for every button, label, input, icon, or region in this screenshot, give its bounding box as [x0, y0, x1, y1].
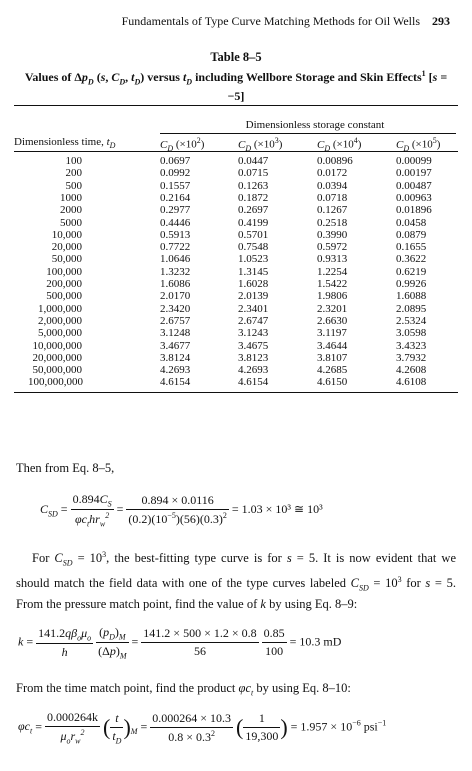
cell-value: 0.1263	[238, 179, 269, 192]
cell-time: 100,000	[46, 265, 82, 278]
table-caption: Values of $\Delta p_D$ (s, $C_D$, $t_D$) versus $t_D$ including Wellbore Storage and Skin Effects$^1$ [s = −5]	[24, 69, 448, 104]
col-header-time: Dimensionless time, $t_D$	[14, 136, 116, 151]
cell-value: 3.8123	[238, 351, 269, 364]
cell-value: 2.3420	[160, 302, 191, 315]
cell-time: 500,000	[46, 290, 82, 303]
cell-value: 0.9926	[396, 278, 427, 290]
cell-value: 0.0172	[317, 167, 348, 180]
cell-value: 4.2693	[160, 364, 191, 377]
cell-time: 500	[65, 179, 82, 192]
cell-value: 0.0458	[396, 216, 427, 229]
fraction: $\frac{1}{19,300}$	[245, 711, 279, 744]
cell-value: 0.2518	[317, 216, 348, 229]
equation-phi-ct: $\varphi c_t$ = $\frac{0.000264k}{\mu_or_w^2}$ ( $\frac{t}{t_D}$ )$_M$ = $\frac{0.000264 \times 10.3}{0.8 \times 0.3^2}$ ( $\frac{1}{19,300}$ ) = $1.957 \times 10^{-6}$ psi$^{-1}$	[18, 710, 387, 746]
cell-value: 0.5972	[317, 241, 348, 254]
cell-value: 0.0447	[238, 155, 269, 167]
cell-value: 0.00099	[396, 155, 432, 167]
cell-value: 4.6154	[238, 376, 269, 389]
cell-time: 50,000,000	[32, 364, 82, 377]
fraction: $\frac{141.2 \times 500 \times 1.2 \times 0.8}{56}$	[143, 626, 257, 659]
cell-value: 2.6747	[238, 314, 269, 327]
col-header-cd3: $C_D$ $(\times 10^3)$	[238, 136, 283, 153]
cell-value: 0.01896	[396, 204, 432, 217]
cell-value: 4.2608	[396, 364, 427, 377]
fraction: $\frac{0.000264k}{\mu_or_w^2}$	[46, 710, 98, 746]
group-header: Dimensionless storage constant	[245, 119, 385, 131]
cell-time: 1000	[60, 191, 82, 204]
cell-value: 0.7722	[160, 241, 191, 254]
cell-value: 1.3232	[160, 265, 191, 278]
equation-csd: $C_{SD}$ = $\frac{0.894C_S}{\varphi c_thr_w^2}$ = $\frac{0.894 \times 0.0116}{(0.2)(10^{-5})(56)(0.3)^2}$ = 1.03 × 10³ ≅ 10³	[40, 492, 323, 529]
cell-value: 0.0394	[317, 179, 348, 192]
cell-value: 0.1557	[160, 179, 191, 192]
fraction: $\frac{0.85}{100}$	[263, 626, 285, 659]
fraction: $\frac{0.000264 \times 10.3}{0.8 \times 0.3^2}$	[152, 710, 231, 744]
cell-value: 1.6088	[396, 290, 427, 303]
cell-value: 1.0646	[160, 253, 191, 266]
paragraph-1: Then from Eq. 8–5,	[16, 461, 115, 475]
cell-value: 2.0895	[396, 302, 427, 315]
cell-value: 0.2977	[160, 204, 191, 217]
cell-value: 2.5324	[396, 314, 427, 327]
col-header-cd4: $C_D$ $(\times 10^4)$	[317, 136, 362, 153]
paragraph-2: For $C_{SD} = 10^3$, the best-fitting type curve is for s = 5. It is now evident that we should match the field data with one of the type curves labeled $C_{SD} = 10^3$ for s = 5. From the pressure match point, find the value of k by using Eq. 8–9:	[16, 550, 456, 612]
cell-time: 200	[65, 167, 82, 180]
cell-value: 2.6757	[160, 314, 191, 327]
cell-value: 4.2693	[238, 364, 269, 377]
page-number: 293	[432, 14, 450, 28]
cell-value: 1.6086	[160, 278, 191, 290]
cell-value: 3.1197	[317, 327, 347, 340]
cell-value: 0.0715	[238, 167, 269, 180]
cell-value: 0.00963	[396, 191, 432, 204]
cell-value: 0.3622	[396, 253, 427, 266]
cell-value: 3.1243	[238, 327, 269, 340]
cell-value: 0.1655	[396, 241, 427, 254]
col-header-cd5: $C_D$ $(\times 10^5)$	[396, 136, 441, 153]
eq2-result: = 10.3 mD	[289, 634, 342, 649]
cell-value: 1.5422	[317, 278, 348, 290]
cell-value: 0.7548	[238, 241, 269, 254]
cell-value: 0.00197	[396, 167, 432, 180]
cell-value: 0.6219	[396, 265, 427, 278]
cell-time: 200,000	[46, 278, 82, 290]
cell-value: 0.1872	[238, 191, 269, 204]
cell-value: 0.0992	[160, 167, 191, 180]
cell-value: 3.4644	[317, 339, 348, 352]
running-title: Fundamentals of Type Curve Matching Methods for Oil Wells	[121, 14, 420, 28]
eq1-result: = 1.03 × 10³ ≅ 10³	[231, 502, 323, 517]
cell-value: 0.00896	[317, 155, 353, 167]
cell-value: 0.3990	[317, 228, 348, 241]
cell-value: 0.2164	[160, 191, 191, 204]
cell-value: 0.5701	[238, 228, 269, 241]
cell-value: 0.00487	[396, 179, 432, 192]
fraction: $\frac{0.894 \times 0.0116}{(0.2)(10^{-5})(56)(0.3)^2}$	[128, 493, 227, 527]
cell-value: 1.3145	[238, 265, 269, 278]
cell-time: 20,000	[51, 241, 82, 254]
cell-time: 5,000,000	[38, 327, 82, 340]
cell-time: 100	[65, 155, 82, 167]
cell-value: 3.8107	[317, 351, 348, 364]
equation-k: k = $\frac{141.2q\beta_o\mu_o}{h}$ $\frac{(p_D)_M}{(\Delta p)_M}$ = $\frac{141.2 \times 500 \times 1.2 \times 0.8}{56}$ $\frac{0.85}{100}$ = 10.3 mD	[18, 625, 342, 661]
table-top-rule	[14, 105, 458, 106]
cell-time: 20,000,000	[32, 351, 82, 364]
cell-value: 4.6150	[317, 376, 348, 389]
cell-value: 0.2697	[238, 204, 269, 217]
cell-value: 0.0879	[396, 228, 427, 241]
cell-value: 0.9313	[317, 253, 348, 266]
cell-value: 3.1248	[160, 327, 191, 340]
cell-value: 1.2254	[317, 265, 348, 278]
table-header-rule	[14, 151, 458, 152]
col-header-cd2: $C_D$ $(\times 10^2)$	[160, 136, 205, 153]
cell-value: 0.0697	[160, 155, 191, 167]
cell-value: 3.0598	[396, 327, 427, 340]
cell-value: 3.8124	[160, 351, 191, 364]
cell-time: 5000	[60, 216, 82, 229]
cell-time: 10,000,000	[32, 339, 82, 352]
cell-time: 2000	[60, 204, 82, 217]
cell-value: 1.9806	[317, 290, 348, 303]
cell-value: 3.4677	[160, 339, 191, 352]
cell-time: 100,000,000	[28, 376, 83, 389]
table-label: Table 8–5	[210, 50, 262, 64]
cell-time: 50,000	[51, 253, 82, 266]
cell-value: 1.0523	[238, 253, 269, 266]
cell-time: 10,000	[51, 228, 82, 241]
cell-value: 2.3401	[238, 302, 269, 315]
cell-value: 3.4323	[396, 339, 427, 352]
cell-value: 0.4446	[160, 216, 191, 229]
cell-value: 2.3201	[317, 302, 348, 315]
cell-time: 1,000,000	[38, 302, 82, 315]
group-header-rule	[160, 133, 456, 134]
cell-value: 0.1267	[317, 204, 348, 217]
fraction: $\frac{141.2q\beta_o\mu_o}{h}$	[38, 625, 92, 660]
cell-time: 2,000,000	[38, 314, 82, 327]
cell-value: 0.5913	[160, 228, 191, 241]
paragraph-3: From the time match point, find the product $\varphi c_t$ by using Eq. 8–10:	[16, 681, 351, 698]
cell-value: 3.4675	[238, 339, 269, 352]
cell-value: 0.4199	[238, 216, 269, 229]
table-bottom-rule	[14, 392, 458, 393]
cell-value: 1.6028	[238, 278, 269, 290]
cell-value: 0.0718	[317, 191, 348, 204]
cell-value: 4.6154	[160, 376, 191, 389]
fraction: $\frac{t}{t_D}$	[112, 710, 122, 745]
cell-value: 4.2685	[317, 364, 348, 377]
cell-value: 3.7932	[396, 351, 427, 364]
cell-value: 2.6630	[317, 314, 348, 327]
running-header	[0, 14, 450, 29]
cell-value: 4.6108	[396, 376, 427, 389]
cell-value: 2.0170	[160, 290, 191, 303]
fraction: $\frac{0.894C_S}{\varphi c_thr_w^2}$	[72, 492, 112, 529]
cell-value: 2.0139	[238, 290, 269, 303]
fraction: $\frac{(p_D)_M}{(\Delta p)_M}$	[98, 625, 127, 661]
